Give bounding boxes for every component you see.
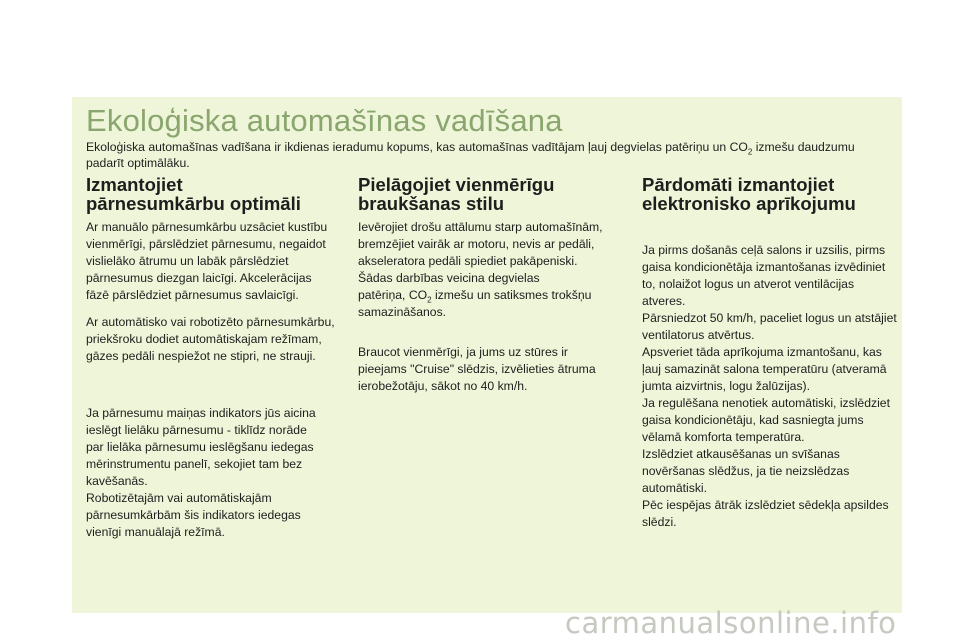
driving-style-heading: Pielāgojiet vienmērīgu braukšanas stilu <box>358 174 555 214</box>
driving-style-p1-before: Ievērojiet drošu attālumu starp automašīnām, bremzējiet vairāk ar motoru, nevis ar pedāli, akseleratora pedāli spiediet pakāpeniski. Šādas darbības veicina degvielas patēriņa, CO <box>358 220 603 302</box>
intro-text-before: Ekoloģiska automašīnas vadīšana ir ikdienas ieradumu kopums, kas automašīnas vadītājam ļauj degvielas patēriņu un CO <box>86 140 748 154</box>
intro-co2-subscript: 2 <box>747 147 753 157</box>
driving-style-paragraph-2: Braucot vienmērīgi, ja jums uz stūres ir pieejams "Cruise" slēdzis, izvēlieties ātruma ierobežotāju, sākot no 40 km/h. <box>358 345 596 393</box>
gearbox-paragraph-1: Ar manuālo pārnesumkārbu uzsāciet kustību vienmērīgi, pārslēdziet pārnesumu, negaidot vislielāko ātrumu un labāk pārslēdziet pārnesumus diezgan laicīgi. Akcelerācijas fāzē pārslēdziet pārnesumus savlaicīgi. <box>86 220 328 302</box>
gearbox-heading: Izmantojiet pārnesumkārbu optimāli <box>86 174 301 214</box>
gearbox-paragraph-3: Ja pārnesumu maiņas indikators jūs aicina ieslēgt lielāku pārnesumu - tiklīdz norāde par lielāka pārnesumu ieslēgšanu iedegas mērinstrumentu panelī, sekojiet tam bez kavēšanās. Robotizētajām vai automātiskajām pārnesumkārbām šis indikators iedegas vienīgi manuālajā režīmā. <box>86 406 316 539</box>
driving-style-p1-after: izmešu un satiksmes trokšņu samazināšanos. <box>358 288 592 319</box>
watermark: carmanualsonline.info <box>565 606 897 640</box>
gearbox-paragraph-2: Ar automātisko vai robotizēto pārnesumkārbu, priekšroku dodiet automātiskajam režīmam, gāzes pedāli nespiežot ne stipri, ne strauji. <box>86 315 335 363</box>
column-driving-style <box>358 175 628 213</box>
page-title: Ekoloģiska automašīnas vadīšana <box>86 103 563 138</box>
driving-style-paragraph-1 <box>358 219 628 321</box>
column-electronic-equipment <box>642 175 900 213</box>
intro-text-after: izmešu daudzumu padarīt optimālāku. <box>86 140 855 170</box>
electronic-equipment-heading: Pārdomāti izmantojiet elektronisko aprīkojumu <box>642 174 856 214</box>
intro-text <box>86 139 896 171</box>
column-gearbox <box>86 175 356 213</box>
driving-style-co2-subscript: 2 <box>427 295 432 305</box>
electronic-equipment-paragraph: Ja pirms došanās ceļā salons ir uzsilis, pirms gaisa kondicionētāja izmantošanas izvēdiniet to, nolaižot logus un atverot ventilācijas atveres. Pārsniedzot 50 km/h, paceliet logus un atstājiet ventilatorus atvērtus. Apsveriet tāda aprīkojuma izmantošanu, kas ļauj samazināt salona temperatūru (atveramā jumta aizvirtnis, logu žalūzijas). Ja regulēšana nenotiek automātiski, izslēdziet gaisa kondicionētāju, kad sasniegta jums vēlamā komforta temperatūra. Izslēdziet atkausēšanas un svīšanas novēršanas slēdžus, ja tie neizslēdzas automātiski. Pēc iespējas ātrāk izslēdziet sēdekļa apsildes slēdzi. <box>642 243 897 529</box>
